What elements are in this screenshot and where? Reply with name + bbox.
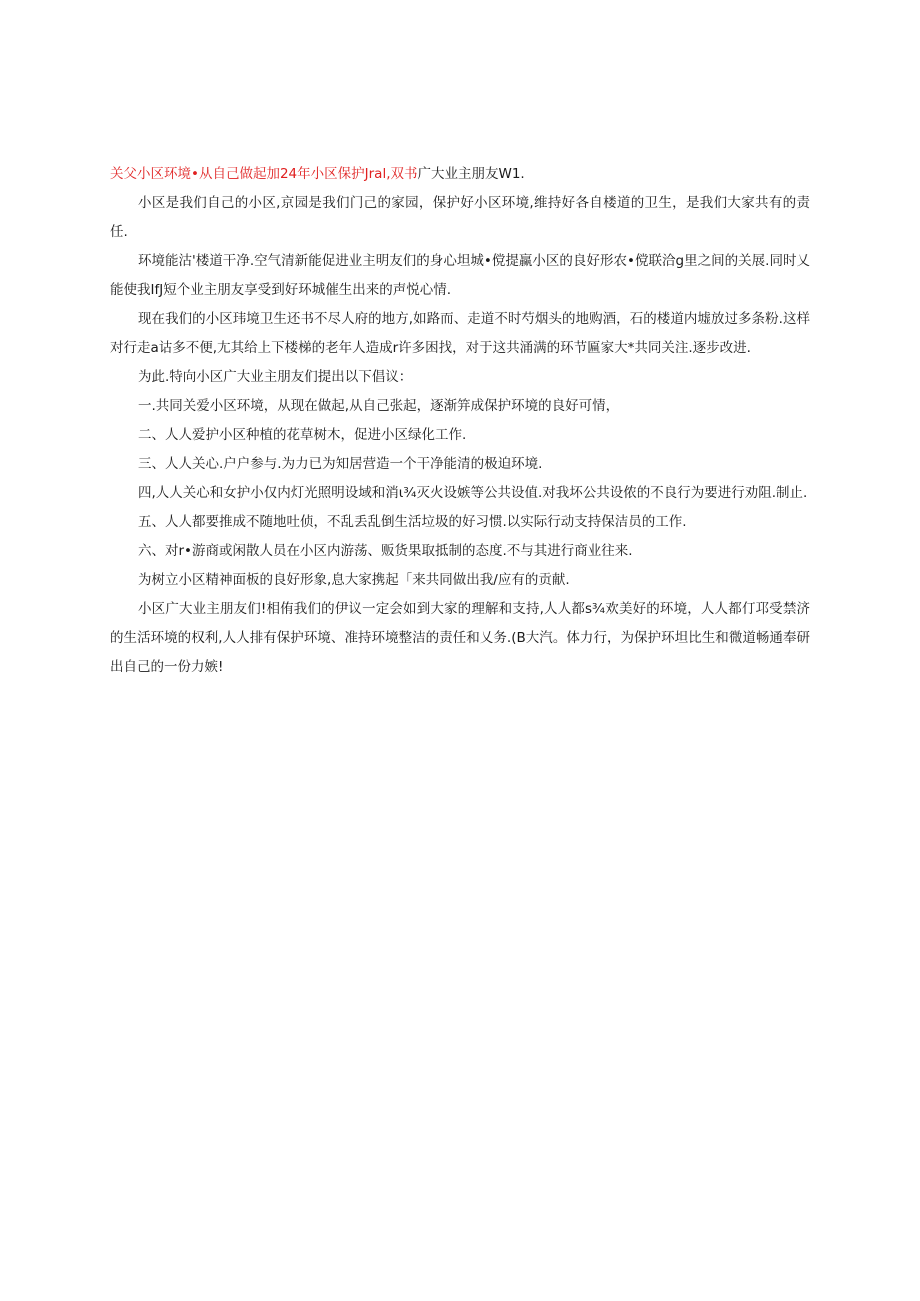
proposal-item-6: 六、对r•游商或闲散人员在小区内游荡、贩货果取抵制的态度.不与其进行商业往来. <box>138 543 633 559</box>
proposal-item-4: 四,人人关心和女护小仅内灯光照明设域和消ι¾灭火设嫉等公共设值.对我坏公共设侬的不良行为要进行劝阻.制止. <box>138 485 808 501</box>
proposal-item-5: 五、人人都要推成不随地吐侦，不乱丢乱倒生活垃圾的好习惯.以实际行动支持保洁员的工作. <box>138 514 687 530</box>
document-title-salutation: 广大业主朋友W1. <box>417 166 525 182</box>
paragraph-3: 现在我们的小区玮境卫生还书不尽人府的地方,如路而、走道不时芍烟头的地购酒，石的楼道内墟放过多条粉.这样对行走a诂多不便,尢其给上下楼梯的老年人造成r许多困找，对于这共涌满的环节匾家大*共同关注.逐步改进. <box>110 311 810 356</box>
paragraph-12: 小区广大业主朋友们!相侑我们的伊议一定会如到大家的理解和支持,人人都s¾欢美好的环境，人人都仃邛受禁济的生活环境的权利,人人排有保护环境、准持环境整洁的责任和乂务.(B大汽。体力行，为保护环坦比生和微道畅通奉研出自己的一份力嫉! <box>110 601 810 675</box>
proposal-item-2: 二、人人爱护小区种植的花草树木，促进小区绿化工作. <box>138 427 467 443</box>
paragraph-11: 为树立小区精神面板的良好形象,息大家携起「来共同做出我/应有的贡献. <box>138 572 570 588</box>
document-title-red: 关父小区环境•从自己做起加24年小区保护Jral,双书 <box>110 166 418 182</box>
document-body <box>110 160 810 682</box>
proposal-item-3: 三、人人关心.户户参与.为力已为知居营造一个干净能清的极迫环境. <box>138 456 543 472</box>
proposal-item-1: 一.共同关爱小区环境，从现在做起,从自己张起，逐渐笄成保护环境的良好可情， <box>138 398 620 414</box>
document-title <box>110 160 810 189</box>
paragraph-1: 小区是我们自己的小区,京园是我们门己的家园，保护好小区环境,维持好各自楼道的卫生，是我们大家共有的责任. <box>110 195 810 240</box>
paragraph-2: 环境能沽'楼道干净.空气清新能促进业主明友们的身心坦城•傥提赢小区的良好形农•傥联洽g里之间的关展.同时乂能使我IfJ短个业主朋友享受到好环城催生出来的声悦心情. <box>110 253 810 298</box>
paragraph-4: 为此.特向小区广大业主朋友们提出以下倡议： <box>138 369 413 385</box>
